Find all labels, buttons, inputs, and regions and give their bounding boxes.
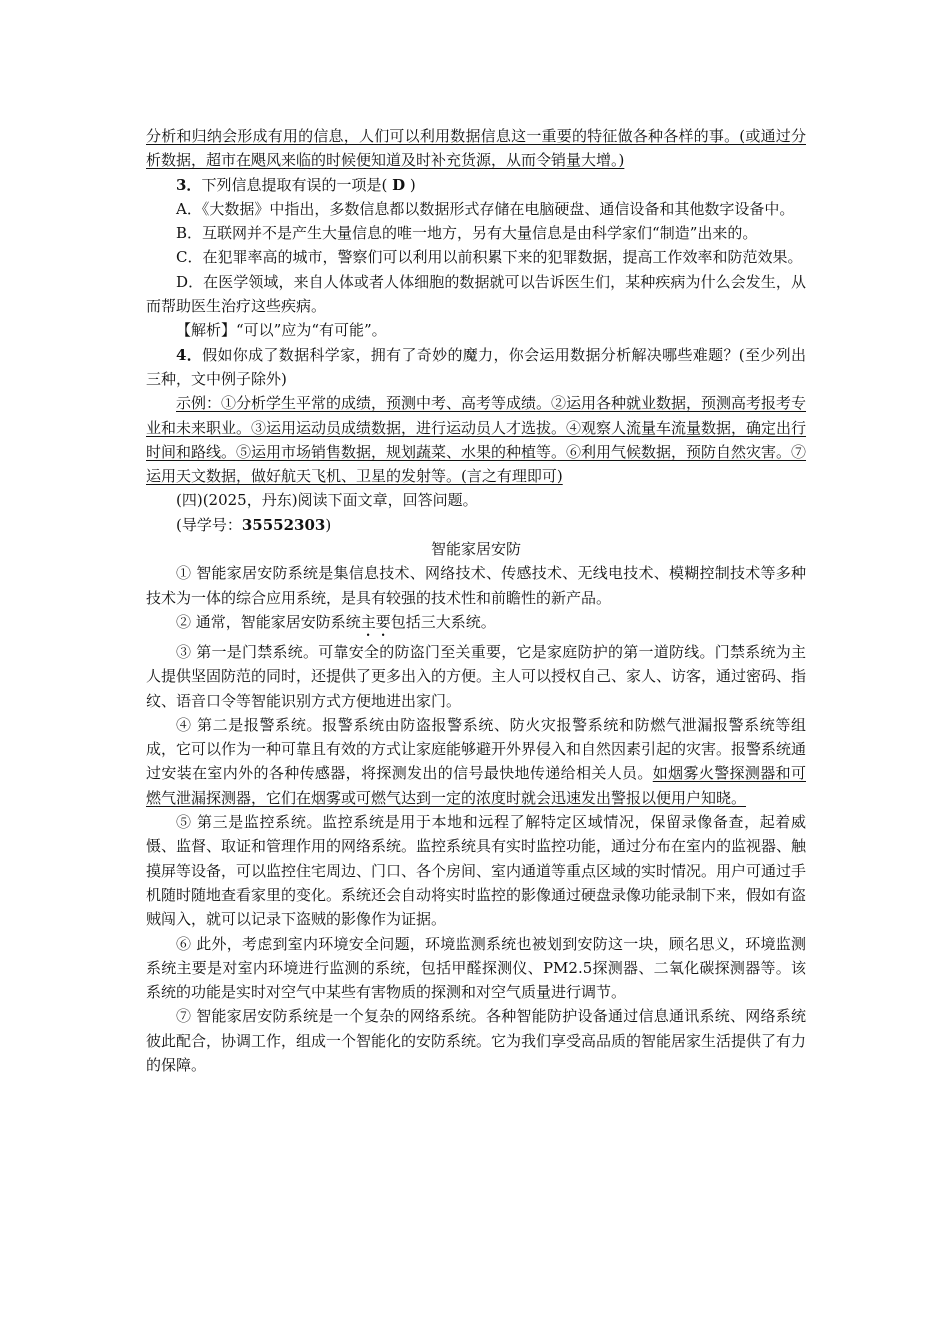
answer-q4 <box>146 391 806 488</box>
analysis: 【解析】“可以”应为“有可能”。 <box>176 321 387 340</box>
emphasized-word: 主要 <box>360 612 391 631</box>
question-text: 下列信息提取有误的一项是( <box>201 175 388 194</box>
answer-underlined: 分析和归纳会形成有用的信息，人们可以利用数据信息这一重要的特征做各种各样的事。(或通过分析数据，超市在飓风来临的时候便知道及时补充货源，从而令销量大增。) <box>146 127 806 170</box>
paragraph-2 <box>146 610 806 640</box>
question-4 <box>146 343 806 392</box>
section-4-heading: (四)(2025，丹东)阅读下面文章，回答问题。 <box>176 491 478 510</box>
underlined-sentence: 如烟雾火警探测器和可燃气泄漏探测器，它们在烟雾或可燃气达到一定的浓度时就会迅速发出警报以便用户知晓。 <box>146 764 806 807</box>
answer-q2-continued <box>146 124 806 173</box>
guide-number: 35552303 <box>241 515 326 534</box>
p2-text: 包括三大系统。 <box>390 612 496 631</box>
text-column <box>146 124 806 1077</box>
guide-close: ) <box>325 515 332 534</box>
option-a: A．《大数据》中指出，多数信息都以数据形式存储在电脑硬盘、通信设备和其他数字设备中。 <box>176 199 795 218</box>
article-title: 智能家居安防 <box>430 540 521 559</box>
paragraph-5: ⑤ 第三是监控系统。监控系统是用于本地和远程了解特定区域情况，保留录像备查，起着威慑、监督、取证和管理作用的网络系统。监控系统具有实时监控功能，通过分布在室内的监视器、触摸屏等设备，可以监控住宅周边、门口、各个房间、室内通道等重点区域的实时情况。用户可通过手机随时随地查看家里的变化。系统还会自动将实时监控的影像通过硬盘录像功能录制下来，假如有盗贼闯入，就可以记录下盗贼的影像作为证据。 <box>146 813 807 929</box>
question-number: 4． <box>176 345 203 364</box>
paragraph-1: ① 智能家居安防系统是集信息技术、网络技术、传感技术、无线电技术、模糊控制技术等多种技术为一体的综合应用系统，是具有较强的技术性和前瞻性的新产品。 <box>146 564 806 607</box>
paragraph-7: ⑦ 智能家居安防系统是一个复杂的网络系统。各种智能防护设备通过信息通讯系统、网络系统彼此配合，协调工作，组成一个智能化的安防系统。它为我们享受高品质的智能居家生活提供了有力的保障。 <box>146 1007 807 1074</box>
guide-number-line <box>146 513 806 537</box>
question-close: ) <box>409 175 416 194</box>
option-b: B．互联网并不是产生大量信息的唯一地方，另有大量信息是由科学家们“制造”出来的。 <box>176 224 758 243</box>
question-3 <box>146 173 806 197</box>
paragraph-3: ③ 第一是门禁系统。可靠安全的防盗门至关重要，它是家庭防护的第一道防线。门禁系统为主人提供坚固防范的同时，还提供了更多出入的方便。主人可以授权自己、家人、访客，通过密码、指纹、语音口令等智能识别方式方便地进出家门。 <box>146 642 807 710</box>
p2-text: ② 通常，智能家居安防系统 <box>176 612 361 631</box>
option-c: C．在犯罪率高的城市，警察们可以利用以前积累下来的犯罪数据，提高工作效率和防范效果。 <box>176 248 803 267</box>
paragraph-6: ⑥ 此外，考虑到室内环境安全问题，环境监测系统也被划到安防这一块，顾名思义，环境监测系统主要是对室内环境进行监测的系统，包括甲醛探测仪、PM2.5探测器、二氧化碳探测器等。该系统的功能是实时对空气中某些有害物质的探测和对空气质量进行调节。 <box>146 934 806 1002</box>
p4-text: ④ 第二是报警系统。报警系统由防盗报警系统、防火灾报警系统和防燃气泄漏报警系统等组成，它可以作为一种可靠且有效的方式让家庭能够避开外界侵入和自然因素引起的灾害。报警系统通过安装在室内外的各种传感器，将探测发出的信号最快地传递给相关人员。 <box>146 715 807 783</box>
question-number: 3． <box>176 175 202 194</box>
paragraph-4 <box>146 713 806 810</box>
option-d: D．在医学领域，来自人体或者人体细胞的数据就可以告诉医生们，某种疾病为什么会发生，从而帮助医生治疗这些疾病。 <box>146 272 806 316</box>
guide-label: (导学号： <box>176 515 242 534</box>
answer-underlined: 示例：①分析学生平常的成绩，预测中考、高考等成绩。②运用各种就业数据，预测高考报考专业和未来职业。③运用运动员成绩数据，进行运动员人才选拔。④观察人流量车流量数据，确定出行时间和路线。⑤运用市场销售数据，规划蔬菜、水果的种植等。⑥利用气候数据，预防自然灾害。⑦运用天文数据，做好航天飞机、卫星的发射等。(言之有理即可) <box>146 394 807 486</box>
answer-letter: D <box>392 175 406 194</box>
question-text: 假如你成了数据科学家，拥有了奇妙的魔力，你会运用数据分析解决哪些难题？(至少列出三种，文中例子除外) <box>146 345 807 388</box>
